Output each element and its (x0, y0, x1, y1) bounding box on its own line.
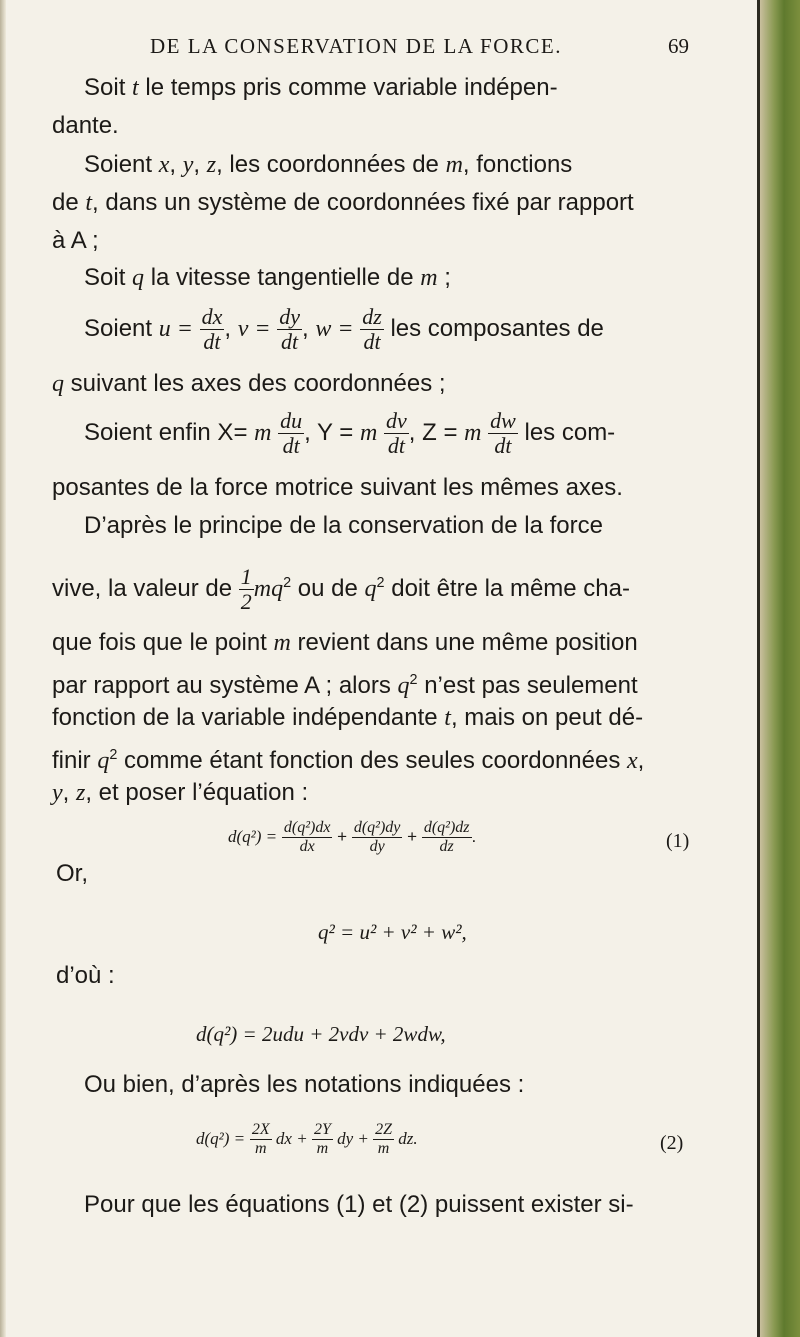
equation-line: vive, la valeur de $\frac{1}{2}$ $mq^2$ ou de $q^2$ doit être la même cha- (52, 564, 630, 614)
text-line: fonction de la variable indépendante t, mais on peut dé- (52, 704, 644, 731)
fraction: $\frac{\text{d(q²)dx}}{dx}$ (283, 819, 331, 855)
text-line: Ou bien, d’après les notations indiquées : (84, 1071, 525, 1098)
text-line: posantes de la force motrice suivant les mêmes axes. (52, 474, 623, 501)
text-line: que fois que le point m revient dans une même position (52, 629, 638, 656)
equation-line: Soient enfin X= m $\frac{du}{dt}$ , Y = m $\frac{dv}{dt}$ , Z = m $\frac{dw}{dt}$ les com- (84, 408, 616, 458)
page-number: 69 (668, 34, 689, 58)
equation-1: d(q²) = $\frac{\text{d(q²)dx}}{dx}$ + $\frac{\text{d(q²)dy}}{dy}$ + $\frac{\text{d(q²)dz}}{dz}$ . (228, 819, 477, 855)
book-edge (760, 0, 800, 1337)
text-line: d’où : (56, 962, 115, 989)
text-line: de t, dans un système de coordonnées fixé par rapport (52, 189, 634, 216)
running-header (0, 34, 720, 60)
fraction: $\frac{\text{d(q²)dz}}{dz}$ (423, 819, 470, 855)
text-line: Soit q la vitesse tangentielle de m ; (84, 264, 451, 291)
text-line: Soient x, y, z, les coordonnées de m, fonctions (84, 151, 573, 178)
fraction: $\frac{dz}{dt}$ (362, 304, 382, 354)
fraction: $\frac{2Z}{m}$ (375, 1121, 393, 1157)
text-line: y, z, et poser l’équation : (52, 779, 309, 806)
fraction: $\frac{dw}{dt}$ (490, 408, 516, 458)
text-line: par rapport au système A ; alors $q^2$ n’est pas seulement (52, 672, 638, 699)
text-line: q suivant les axes des coordonnées ; (52, 370, 446, 397)
fraction: $\frac{1}{2}$ (240, 564, 252, 614)
equation-2: d(q²) = $\frac{2X}{m}$ dx + $\frac{2Y}{m}$ dy + $\frac{2Z}{m}$ dz. (196, 1121, 418, 1157)
text-line: finir $q^2$ comme étant fonction des seules coordonnées x, (52, 747, 645, 774)
text-line: dante. (52, 112, 119, 139)
equation-number: (2) (660, 1132, 684, 1154)
text-line: à A ; (52, 227, 99, 254)
fraction: $\frac{2Y}{m}$ (313, 1121, 331, 1157)
text-line: Soit t le temps pris comme variable indépen- (84, 74, 558, 101)
text-line: D’après le principe de la conservation de la force (84, 512, 603, 539)
text-line: Or, (56, 860, 89, 887)
fraction: $\frac{dy}{dt}$ (279, 304, 300, 354)
equation-line: q² = u² + v² + w², (318, 920, 467, 944)
fraction: $\frac{2X}{m}$ (251, 1121, 270, 1157)
equation-line: d(q²) = 2udu + 2vdv + 2wdw, (196, 1022, 446, 1046)
fraction: $\frac{dv}{dt}$ (386, 408, 407, 458)
fraction: $\frac{du}{dt}$ (280, 408, 303, 458)
equation-line: Soient u = $\frac{dx}{dt}$ , v = $\frac{dy}{dt}$ , w = $\frac{dz}{dt}$ les composantes de (84, 304, 604, 354)
header-title: DE LA CONSERVATION DE LA FORCE. (150, 34, 562, 58)
equation-number: (1) (666, 830, 690, 852)
text-line: Pour que les équations (1) et (2) puissent exister si- (84, 1191, 634, 1218)
fraction: $\frac{\text{d(q²)dy}}{dy}$ (353, 819, 401, 855)
page-left-edge (0, 0, 6, 1337)
fraction: $\frac{dx}{dt}$ (201, 304, 223, 354)
